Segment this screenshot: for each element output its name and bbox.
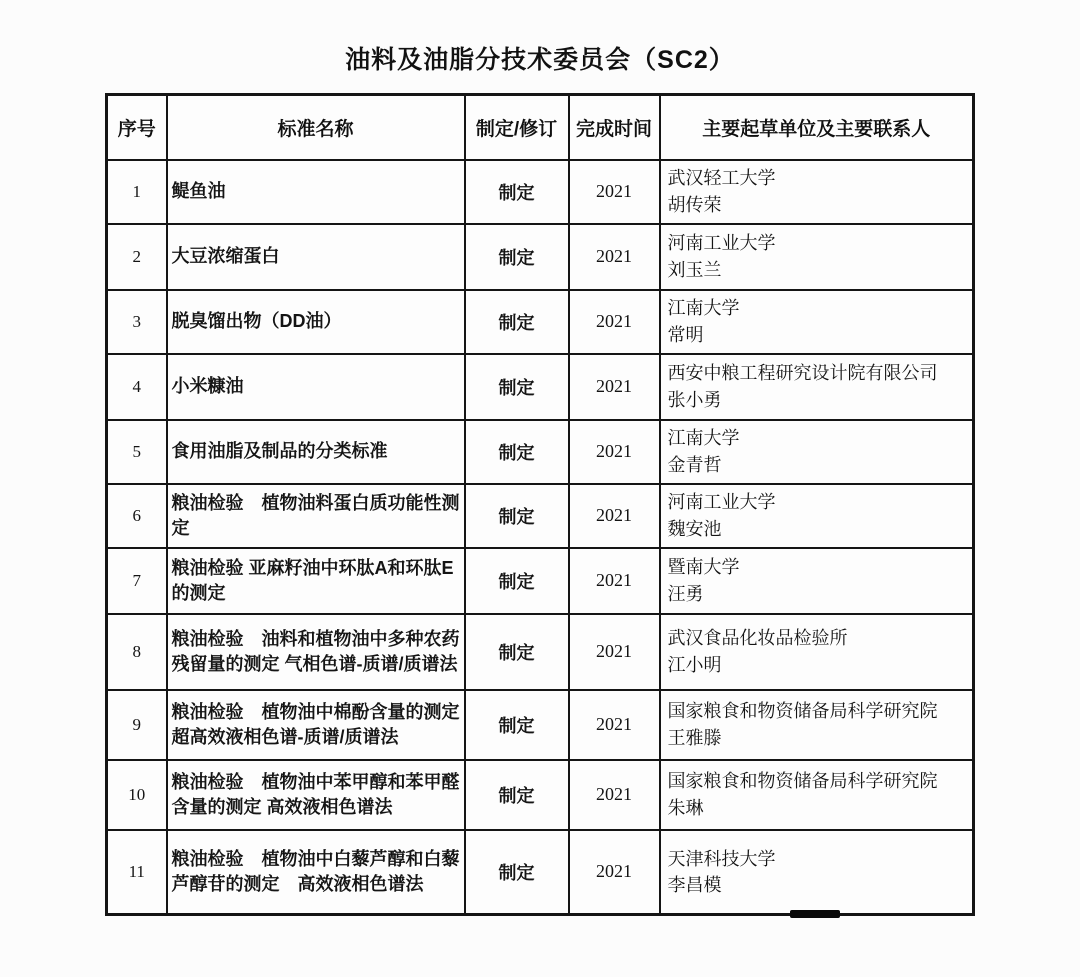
drafting-org-name: 国家粮食和物资储备局科学研究院	[667, 701, 938, 722]
drafting-org-name: 江南大学	[667, 298, 740, 319]
cell-standard-name: 大豆浓缩蛋白	[167, 224, 465, 290]
cell-row-number: 2	[107, 224, 167, 290]
cell-standard-name: 食用油脂及制品的分类标准	[167, 420, 465, 484]
ink-smudge	[790, 910, 840, 918]
cell-org-contact	[660, 224, 974, 290]
cell-completion-year: 2021	[569, 760, 660, 830]
cell-action-type: 制定	[465, 690, 569, 760]
contact-person: 魏安池	[667, 518, 722, 539]
table-row	[107, 224, 974, 290]
cell-standard-name: 鳀鱼油	[167, 160, 465, 224]
contact-person: 金青哲	[667, 454, 722, 475]
table-row	[107, 690, 974, 760]
contact-person: 常明	[667, 324, 704, 345]
cell-row-number: 6	[107, 484, 167, 548]
table-row	[107, 290, 974, 354]
header-action: 制定/修订	[465, 95, 569, 160]
cell-completion-year: 2021	[569, 484, 660, 548]
cell-standard-name: 粮油检验 植物油中苯甲醇和苯甲醛含量的测定 高效液相色谱法	[167, 760, 465, 830]
contact-person: 朱琳	[667, 797, 704, 818]
header-year: 完成时间	[569, 95, 660, 160]
cell-row-number: 11	[107, 830, 167, 915]
standards-table	[105, 93, 975, 916]
drafting-org-name: 西安中粮工程研究设计院有限公司	[667, 363, 938, 384]
table-row	[107, 760, 974, 830]
cell-org-contact	[660, 420, 974, 484]
cell-action-type: 制定	[465, 420, 569, 484]
cell-standard-name: 小米糠油	[167, 354, 465, 420]
cell-standard-name: 粮油检验 植物油中白藜芦醇和白藜芦醇苷的测定 高效液相色谱法	[167, 830, 465, 915]
cell-action-type: 制定	[465, 224, 569, 290]
cell-action-type: 制定	[465, 484, 569, 548]
cell-standard-name: 粮油检验 亚麻籽油中环肽A和环肽E的测定	[167, 548, 465, 614]
cell-row-number: 5	[107, 420, 167, 484]
drafting-org-name: 天津科技大学	[667, 848, 776, 869]
table-row	[107, 160, 974, 224]
drafting-org-name: 河南工业大学	[667, 492, 776, 513]
contact-person: 汪勇	[667, 583, 704, 604]
cell-org-contact	[660, 760, 974, 830]
cell-completion-year: 2021	[569, 420, 660, 484]
header-name: 标准名称	[167, 95, 465, 160]
cell-org-contact	[660, 354, 974, 420]
table-header	[107, 95, 974, 160]
cell-row-number: 9	[107, 690, 167, 760]
drafting-org-name: 暨南大学	[667, 557, 740, 578]
cell-org-contact	[660, 614, 974, 690]
contact-person: 江小明	[667, 654, 722, 675]
cell-action-type: 制定	[465, 614, 569, 690]
contact-person: 张小勇	[667, 389, 722, 410]
table-row	[107, 830, 974, 915]
cell-standard-name: 粮油检验 植物油料蛋白质功能性测定	[167, 484, 465, 548]
cell-org-contact	[660, 548, 974, 614]
cell-completion-year: 2021	[569, 354, 660, 420]
header-org: 主要起草单位及主要联系人	[660, 95, 974, 160]
table-row	[107, 354, 974, 420]
drafting-org-name: 河南工业大学	[667, 233, 776, 254]
drafting-org-name: 国家粮食和物资储备局科学研究院	[667, 771, 938, 792]
cell-completion-year: 2021	[569, 690, 660, 760]
cell-action-type: 制定	[465, 830, 569, 915]
cell-completion-year: 2021	[569, 290, 660, 354]
cell-completion-year: 2021	[569, 160, 660, 224]
cell-standard-name: 脱臭馏出物（DD油）	[167, 290, 465, 354]
cell-org-contact	[660, 484, 974, 548]
table-body	[107, 160, 974, 915]
cell-completion-year: 2021	[569, 224, 660, 290]
table-row	[107, 484, 974, 548]
drafting-org-name: 武汉食品化妆品检验所	[667, 628, 848, 649]
cell-org-contact	[660, 160, 974, 224]
header-no: 序号	[107, 95, 167, 160]
cell-org-contact	[660, 690, 974, 760]
contact-person: 李昌模	[667, 874, 722, 895]
cell-action-type: 制定	[465, 354, 569, 420]
contact-person: 刘玉兰	[667, 259, 722, 280]
cell-row-number: 4	[107, 354, 167, 420]
cell-standard-name: 粮油检验 油料和植物油中多种农药残留量的测定 气相色谱-质谱/质谱法	[167, 614, 465, 690]
cell-row-number: 8	[107, 614, 167, 690]
cell-org-contact	[660, 290, 974, 354]
cell-action-type: 制定	[465, 548, 569, 614]
page-title: 油料及油脂分技术委员会（SC2）	[345, 46, 735, 74]
table-row	[107, 420, 974, 484]
cell-row-number: 1	[107, 160, 167, 224]
cell-action-type: 制定	[465, 160, 569, 224]
cell-completion-year: 2021	[569, 614, 660, 690]
cell-action-type: 制定	[465, 290, 569, 354]
drafting-org-name: 江南大学	[667, 428, 740, 449]
contact-person: 王雅滕	[667, 727, 722, 748]
cell-action-type: 制定	[465, 760, 569, 830]
cell-completion-year: 2021	[569, 548, 660, 614]
table-row	[107, 614, 974, 690]
cell-standard-name: 粮油检验 植物油中棉酚含量的测定 超高效液相色谱-质谱/质谱法	[167, 690, 465, 760]
cell-completion-year: 2021	[569, 830, 660, 915]
cell-row-number: 3	[107, 290, 167, 354]
contact-person: 胡传荣	[667, 194, 722, 215]
table-row	[107, 548, 974, 614]
cell-org-contact	[660, 830, 974, 915]
cell-row-number: 7	[107, 548, 167, 614]
drafting-org-name: 武汉轻工大学	[667, 168, 776, 189]
cell-row-number: 10	[107, 760, 167, 830]
header-row	[107, 95, 974, 160]
